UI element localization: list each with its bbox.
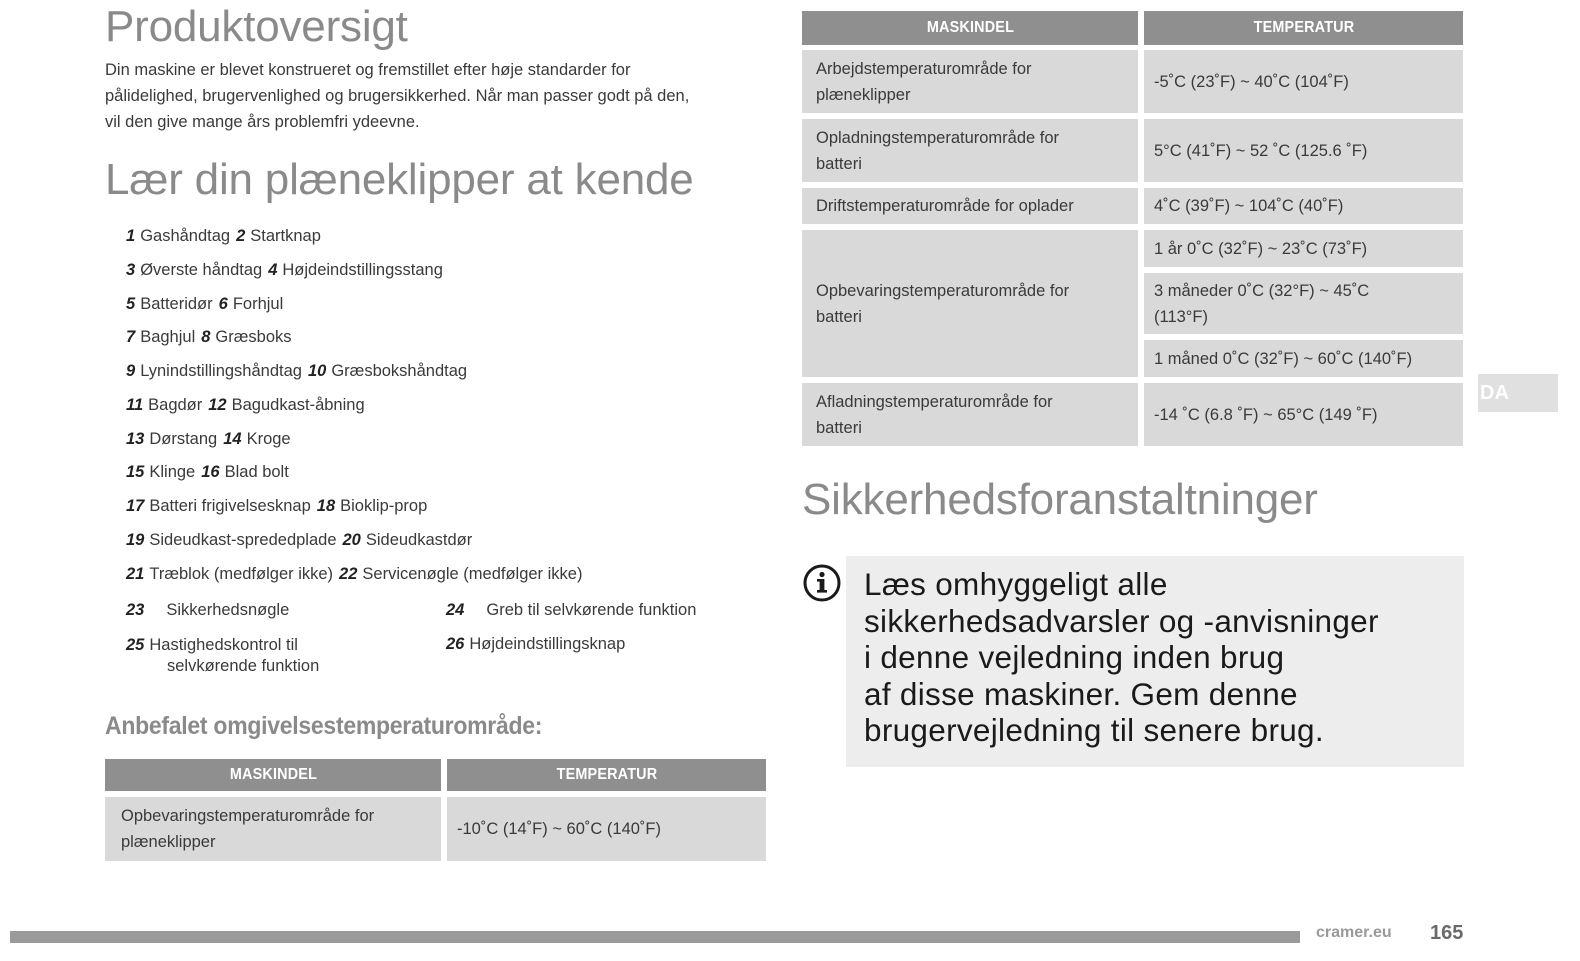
safety-line: sikkerhedsadvarsler og -anvisninger	[864, 602, 1379, 639]
section-title-know: Lær din plæneklipper at kende	[105, 155, 694, 204]
table-cell: -5˚C (23˚F) ~ 40˚C (104˚F)	[1144, 50, 1463, 113]
list-item: 11 Bagdør 12 Bagudkast-åbning	[126, 396, 365, 414]
intro-line: vil den give mange års problemfri ydeevne.	[105, 113, 420, 131]
table-header-part: MASKINDEL	[105, 759, 441, 791]
safety-line: af disse maskiner. Gem denne	[864, 675, 1298, 712]
table-header-temp: TEMPERATUR	[1144, 11, 1463, 45]
list-item: 24 Greb til selvkørende funktion	[446, 601, 697, 619]
table-cell: 5°C (41˚F) ~ 52 ˚C (125.6 ˚F)	[1144, 119, 1463, 182]
ambient-heading: Anbefalet omgivelsestemperaturområde:	[105, 712, 543, 740]
list-item: 5 Batteridør 6 Forhjul	[126, 295, 284, 313]
table-cell: -10˚C (14˚F) ~ 60˚C (140˚F)	[447, 797, 766, 861]
safety-heading: Sikkerhedsforanstaltninger	[802, 475, 1318, 524]
page-title: Produktoversigt	[105, 2, 408, 51]
table-cell: Opladningstemperaturområde for batteri	[802, 119, 1138, 182]
list-item: 7 Baghjul 8 Græsboks	[126, 328, 292, 346]
list-item: 21 Træblok (medfølger ikke) 22 Servicenøgle (medfølger ikke)	[126, 565, 583, 583]
list-item: 26 Højdeindstillingsknap	[446, 635, 626, 653]
safety-line: Læs omhyggeligt alle	[864, 566, 1168, 602]
info-icon	[802, 563, 842, 603]
table-cell: -14 ˚C (6.8 ˚F) ~ 65°C (149 ˚F)	[1144, 383, 1463, 446]
intro-line: pålidelighed, brugervenlighed og brugersikkerhed. Når man passer godt på den,	[105, 87, 690, 105]
table-header-part: MASKINDEL	[802, 11, 1138, 45]
list-item: 3 Øverste håndtag 4 Højdeindstillingsstang	[126, 261, 443, 279]
list-item: 9 Lynindstillingshåndtag 10 Græsbokshåndtag	[126, 362, 468, 380]
footer-bar	[10, 931, 1300, 943]
table-cell: 4˚C (39˚F) ~ 104˚C (40˚F)	[1144, 188, 1463, 224]
list-item: 19 Sideudkast-sprededplade 20 Sideudkastdør	[126, 531, 473, 549]
list-item: 25 Hastighedskontrol til selvkørende funktion	[126, 636, 320, 675]
list-item: 1 Gashåndtag 2 Startknap	[126, 227, 321, 245]
table-cell: Opbevaringstemperaturområde for plæneklipper	[105, 797, 441, 861]
table-cell: Driftstemperaturområde for oplader	[802, 188, 1138, 224]
page-number: 165	[1430, 922, 1464, 944]
safety-line: brugervejledning til senere brug.	[864, 712, 1324, 748]
table-cell: 1 måned 0˚C (32˚F) ~ 60˚C (140˚F)	[1144, 340, 1463, 377]
safety-notice	[846, 556, 1464, 767]
table-cell: Afladningstemperaturområde for batteri	[802, 383, 1138, 446]
language-tab: DA	[1478, 374, 1558, 412]
intro-paragraph	[105, 57, 755, 135]
table-cell: 3 måneder 0˚C (32°F) ~ 45˚C (113°F)	[1144, 273, 1463, 334]
intro-line: Din maskine er blevet konstrueret og fremstillet efter høje standarder for	[105, 61, 631, 79]
table-header-temp: TEMPERATUR	[447, 759, 766, 791]
list-item: 13 Dørstang 14 Kroge	[126, 430, 291, 448]
safety-line: i denne vejledning inden brug	[864, 639, 1285, 675]
footer-site: cramer.eu	[1316, 924, 1392, 941]
table-cell: Opbevaringstemperaturområde for batteri	[802, 230, 1138, 377]
list-item: 17 Batteri frigivelsesknap 18 Bioklip-prop	[126, 497, 428, 515]
table-cell: Arbejdstemperaturområde for plæneklipper	[802, 50, 1138, 113]
list-item: 23 Sikkerhedsnøgle	[126, 601, 290, 619]
table-cell: 1 år 0˚C (32˚F) ~ 23˚C (73˚F)	[1144, 230, 1463, 267]
list-item: 15 Klinge 16 Blad bolt	[126, 463, 289, 481]
